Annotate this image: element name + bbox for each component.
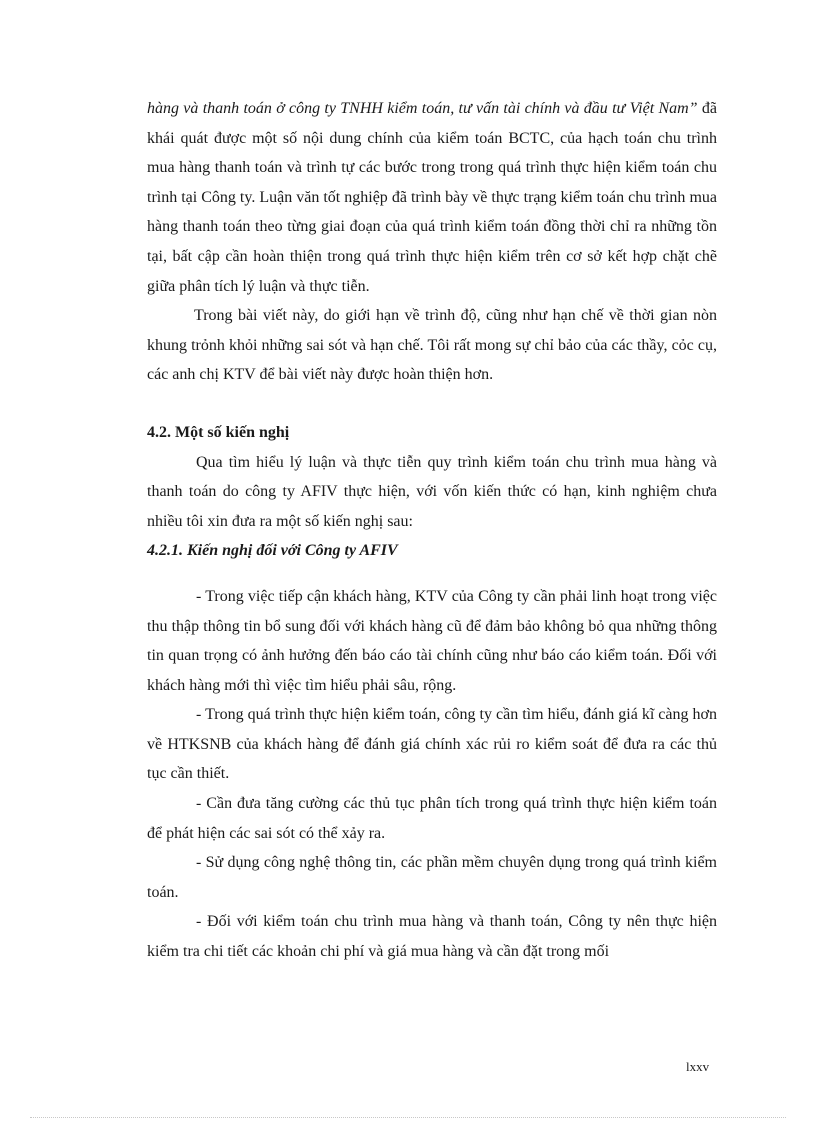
subsection-heading: 4.2.1. Kiến nghị đối với Công ty AFIV [147, 542, 398, 560]
recommendation-item: - Cần đưa tăng cường các thủ tục phân tích trong quá trình thực hiện kiểm toán để phát hiện các sai sót có thể xảy ra. [147, 795, 717, 842]
section-heading: 4.2. Một số kiến nghị [147, 423, 290, 441]
recommendation-item: - Trong việc tiếp cận khách hàng, KTV của Công ty cần phải linh hoạt trong việc thu thập thông tin bổ sung đối với khách hàng cũ để đảm bảo không bỏ qua những thông tin quan trọng có ảnh hưởng đến báo cáo tài chính cũng như báo cáo kiểm toán. Đối với khách hàng mới thì việc tìm hiểu phải sâu, rộng. [147, 587, 717, 694]
recommendation-item: - Trong quá trình thực hiện kiểm toán, công ty cần tìm hiểu, đánh giá kĩ càng hơn về HTKSNB của khách hàng để đánh giá chính xác rủi ro kiểm soát để đưa ra các thủ tục cần thiết. [147, 706, 717, 783]
section-intro-paragraph: Qua tìm hiểu lý luận và thực tiễn quy trình kiểm toán chu trình mua hàng và thanh toán do công ty AFIV thực hiện, với vốn kiến thức có hạn, kinh nghiệm chưa nhiều tôi xin đưa ra một số kiến nghị sau: [147, 453, 717, 530]
document-body [147, 94, 717, 967]
closing-paragraph: Trong bài viết này, do giới hạn về trình độ, cũng như hạn chế về thời gian nòn khung trỏnh khỏi những sai sót và hạn chế. Tôi rất mong sự chỉ bảo của các thầy, cỏc cụ, các anh chị KTV để bài viết này được hoàn thiện hơn. [147, 307, 717, 384]
intro-paragraph [147, 94, 717, 301]
page-number: lxxv [686, 1059, 710, 1074]
intro-text: đã khái quát được một số nội dung chính của kiểm toán BCTC, của hạch toán chu trình mua hàng thanh toán và trình tự các bước trong trong quá trình thực hiện kiểm toán chu trình tại Công ty. Luận văn tốt nghiệp đã trình bày về thực trạng kiểm toán chu trình mua hàng thanh toán theo từng giai đoạn của quá trình kiểm toán đồng thời chỉ ra những tồn tại, bất cập cần hoàn thiện trong quá trình thực hiện kiểm trên cơ sở kết hợp chặt chẽ giữa phân tích lý luận và thực tiễn. [147, 100, 717, 295]
recommendation-item: - Sử dụng công nghệ thông tin, các phần mềm chuyên dụng trong quá trình kiểm toán. [147, 854, 717, 901]
recommendation-item: - Đối với kiểm toán chu trình mua hàng và thanh toán, Công ty nên thực hiện kiểm tra chi tiết các khoản chi phí và giá mua hàng và cần đặt trong mối [147, 913, 717, 961]
intro-title-italic: hàng và thanh toán ở công ty TNHH kiểm toán, tư vấn tài chính và đầu tư Việt Nam” [147, 100, 698, 117]
page-bottom-divider [30, 1117, 786, 1118]
